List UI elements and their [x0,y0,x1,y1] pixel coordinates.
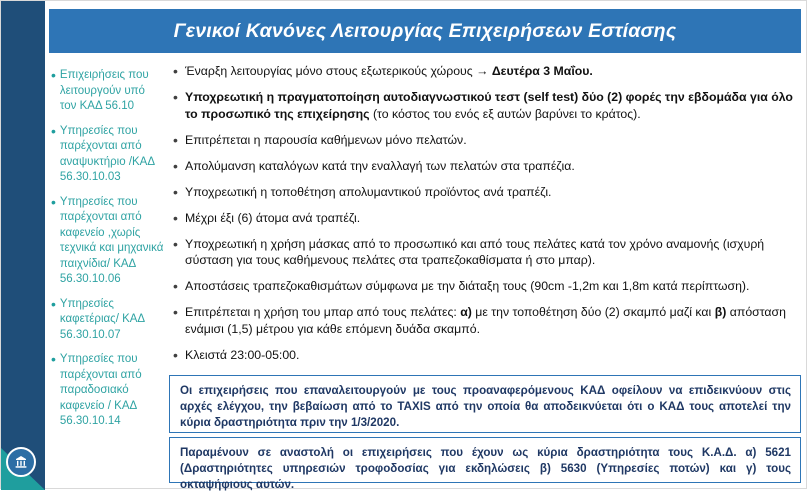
plain-text: Επιτρέπεται η παρουσία καθήμενων μόνο πελατών. [185,132,467,147]
plain-text: Έναρξη λειτουργίας μόνο στους εξωτερικούς χώρους → [185,64,492,78]
plain-text: Κλειστά 23:00-05:00. [185,347,300,362]
sidebar-item-label: Υπηρεσίες καφετέριας/ ΚΑΔ 56.30.10.07 [59,297,145,341]
bullet-icon: • [173,304,178,320]
rule-list-item [173,278,797,295]
rule-list-item [173,236,797,269]
emphasis-text: Υποχρεωτική η πραγματοποίηση αυτοδιαγνωστικού τεστ (self test) δύο (2) φορές την εβδομάδα για όλο το προσωπικό της επιχείρησης [185,90,793,121]
bullet-icon: • [51,295,56,312]
page-title: Γενικοί Κανόνες Λειτουργίας Επιχειρήσεων Εστίασης [173,19,677,42]
emphasis-text: Δευτέρα 3 Μαΐου. [491,64,593,78]
bullet-icon: • [173,209,178,226]
plain-text: Αποστάσεις τραπεζοκαθισμάτων σύμφωνα με την διάταξη τους (90cm -1,2m και 1,8m κατά περίπτωση). [185,279,750,293]
sidebar-item-kad-563010-03[interactable] [51,124,164,186]
rule-item-text [185,132,467,149]
bullet-icon: • [51,351,56,367]
plain-text: Υποχρεωτική η τοποθέτηση απολυμαντικού προϊόντος ανά τραπέζι. [185,184,552,199]
rule-list-item [173,63,797,80]
bullet-icon: • [173,131,178,148]
note-text: Οι επιχειρήσεις που επαναλειτουργούν με τους προαναφερόμενους ΚΑΔ οφείλουν να επιδεικνύουν στις αρχές ελέγχου, την βεβαίωση από το TAXIS από την οποία θα αποδεικνύεται ότι ο ΚΑΔ τους αποτελεί την κύρια δραστηριότητα πριν την 1/3/2020. [180,384,791,429]
bullet-icon: • [51,193,56,210]
sidebar-item-kad-563010-14[interactable] [51,352,164,430]
rule-item-text [185,210,360,227]
note-box-taxis-certificate [169,375,801,433]
emphasis-text: α) [460,305,472,319]
rule-item-text [185,158,575,175]
left-decorative-band [1,1,45,490]
rule-item-text [185,347,299,364]
bullet-icon: • [173,235,178,252]
rule-list-item [173,210,797,227]
plain-text: με την τοποθέτηση δύο (2) σκαμπό μαζί και [471,305,715,319]
institution-logo-icon [6,447,36,477]
sidebar-item-label: Υπηρεσίες που παρέχονται από καφενείο ,χωρίς τεχνικά και μηχανικά παιχνίδια/ ΚΑΔ 56.30.10.06 [59,195,164,285]
rule-list-item [173,132,797,149]
rule-item-text [185,184,551,201]
sidebar-item-label: Επιχειρήσεις που λειτουργούν υπό τον ΚΑΔ 56.10 [59,69,149,112]
sidebar-item-kad-563010-07[interactable] [51,297,164,344]
note-text: Παραμένουν σε αναστολή οι επιχειρήσεις που έχουν ως κύρια δραστηριότητα τους Κ.Α.Δ. α) 5621 (Δραστηριότητες υπηρεσιών τροφοδοσίας για εκδηλώσεις β) 5630 (Υπηρεσίες ποτών) και γ) τους οκταψήφιους αυτών. [180,446,791,491]
rule-list-item [173,347,797,364]
plain-text: Απολύμανση καταλόγων κατά την εναλλαγή των πελατών στα τραπέζια. [185,158,575,173]
sidebar-category-list [49,63,166,483]
bullet-icon: • [173,346,178,363]
left-band-fill [1,1,45,490]
rule-item-text [185,89,797,122]
note-box-suspended-activities [169,437,801,491]
bullet-icon: • [173,183,178,200]
bullet-icon: • [51,67,56,83]
plain-text: (το κόστος του ενός εξ αυτών βαρύνει το κράτος). [372,106,641,121]
bullet-icon: • [173,63,178,79]
bullet-icon: • [51,122,56,139]
bullet-icon: • [173,89,178,105]
rule-list-item [173,184,797,201]
bullet-icon: • [173,157,178,174]
rule-item-text [185,304,797,337]
plain-text: Υποχρεωτική η χρήση μάσκας από το προσωπικό και από τους πελάτες κατά τον χρόνο αναμονής (ισχυρή σύσταση για τους καθήμενους πελάτες στα τραπεζοκαθίσματα ή στο μπαρ). [185,236,765,267]
rule-item-text [185,236,797,269]
rule-list-item [173,158,797,175]
rule-item-text [185,63,593,80]
plain-text: Μέχρι έξι (6) άτομα ανά τραπέζι. [185,210,361,225]
rule-item-text [185,278,749,295]
slide-title-bar [49,9,801,53]
plain-text: Επιτρέπεται η χρήση του μπαρ από τους πελάτες: [185,305,461,319]
sidebar-item-label: Υπηρεσίες που παρέχονται από αναψυκτήριο /ΚΑΔ 56.30.10.03 [59,124,155,183]
sidebar-item-kad-5610[interactable] [51,68,164,115]
rule-list-item [173,89,797,122]
rule-list-item [173,304,797,337]
plain-text: απόσταση ενάμισι (1,5) μέτρου για κάθε επόμενη δυάδα σκαμπό. [185,305,786,336]
sidebar-item-kad-563010-06[interactable] [51,195,164,288]
main-rules-list [169,59,801,372]
bullet-icon: • [173,278,178,294]
sidebar-item-label: Υπηρεσίες που παρέχονται από παραδοσιακό καφενείο / ΚΑΔ 56.30.10.14 [59,353,142,427]
emphasis-text: β) [714,305,727,319]
